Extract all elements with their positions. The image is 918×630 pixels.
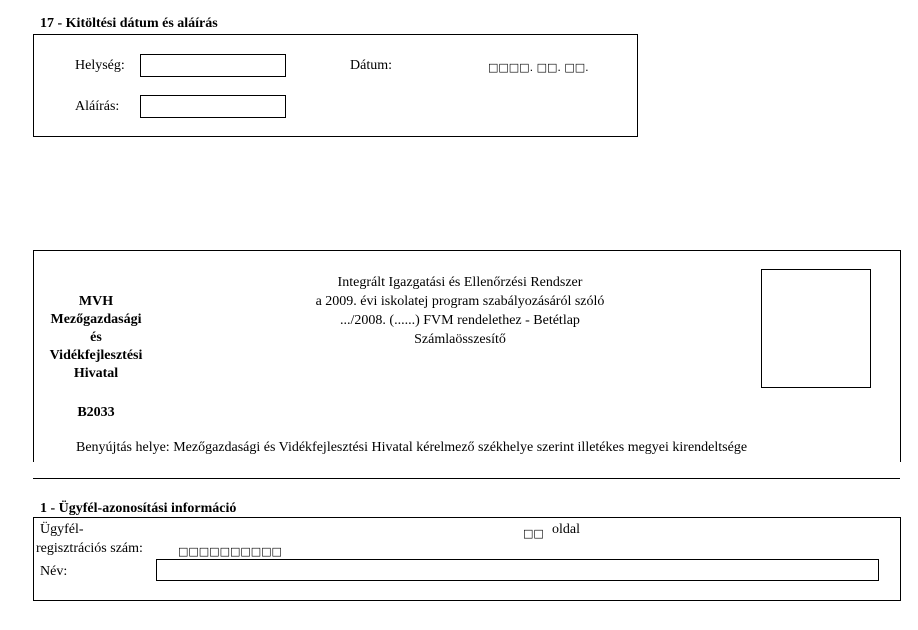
helyseg-field[interactable] (140, 54, 286, 77)
datum-label: Dátum: (350, 58, 392, 73)
client-label-line2: regisztrációs szám: (36, 541, 143, 556)
alairas-label: Aláírás: (75, 99, 120, 114)
form-title (250, 273, 670, 349)
org-line-4: Vidékfejlesztési (49, 348, 143, 363)
section-17-frame (33, 34, 638, 137)
datum-field[interactable]: □□□□. □□. □□. (488, 61, 589, 74)
alairas-field[interactable] (140, 95, 286, 118)
form-title-line-2: a 2009. évi iskolatej program szabályozásáról szóló (315, 294, 605, 309)
form-title-line-4: Számlaösszesítő (414, 332, 506, 347)
form-title-line-1: Integrált Igazgatási és Ellenőrzési Rendszer (337, 275, 583, 290)
client-label-line1: Ügyfél- (40, 522, 84, 537)
submission-place: Benyújtás helye: Mezőgazdasági és Vidékfejlesztési Hivatal kérelmező székhelye szerint illetékes megyei kirendeltsége (76, 440, 748, 455)
org-line-3: és (90, 330, 102, 345)
section-17-title: 17 - Kitöltési dátum és aláírás (40, 16, 218, 31)
name-label: Név: (40, 564, 68, 579)
org-name (34, 293, 158, 383)
org-line-1: MVH (78, 294, 114, 309)
section-1-title: 1 - Ügyfél-azonosítási információ (40, 501, 237, 516)
name-field[interactable] (156, 559, 879, 581)
divider (33, 478, 900, 479)
client-number-field[interactable]: □□□□□□□□□□ (178, 545, 282, 558)
org-line-5: Hivatal (73, 366, 119, 381)
form-title-line-3: .../2008. (......) FVM rendelethez - Betétlap (340, 313, 580, 328)
stamp-box (761, 269, 871, 388)
form-code: B2033 (77, 405, 115, 420)
helyseg-label: Helység: (75, 58, 125, 73)
page-label: oldal (552, 522, 580, 537)
org-line-2: Mezőgazdasági (50, 312, 142, 327)
page-number-field[interactable]: □□ (523, 527, 544, 540)
